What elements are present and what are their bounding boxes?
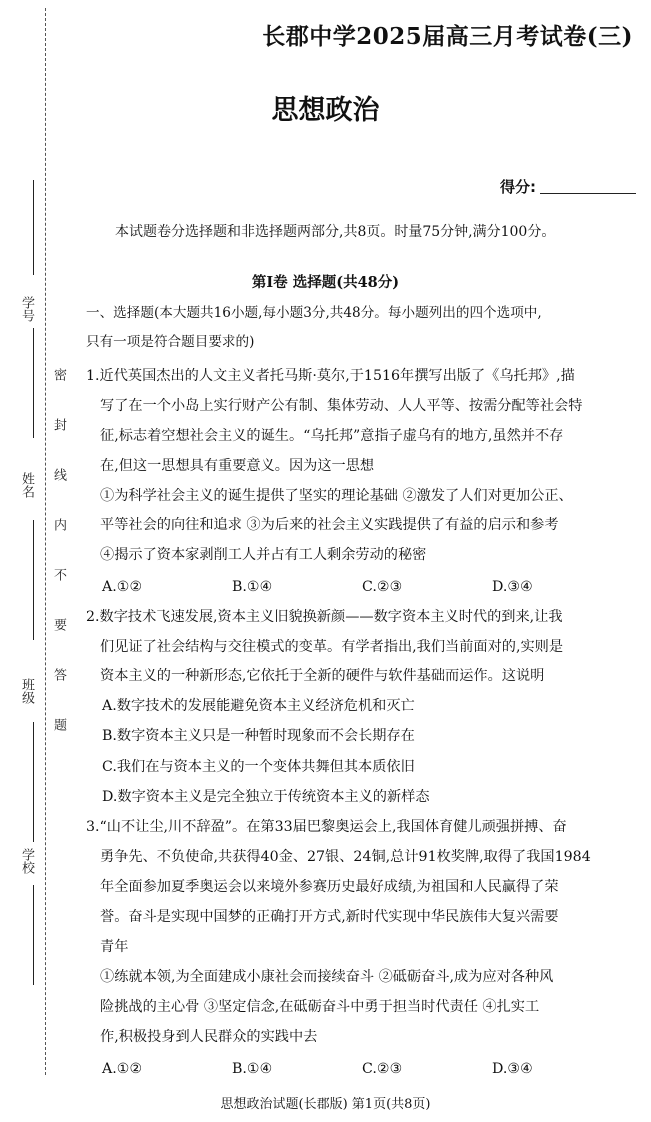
q1-line: 征,标志着空想社会主义的诞生。“乌托邦”意指子虚乌有的地方,虽然并不存 — [100, 428, 564, 444]
q2-option-c: C.我们在与资本主义的一个变体共舞但其本质依旧 — [102, 759, 415, 775]
field-xingming: 姓名 — [19, 472, 34, 498]
field-xuehao: 学号 — [19, 296, 34, 322]
q3-options — [102, 1060, 622, 1078]
q3-line: 作,积极投身到人民群众的实践中去 — [100, 1029, 318, 1045]
q1-options — [102, 578, 622, 596]
q2-option-a: A.数字技术的发展能避免资本主义经济危机和灭亡 — [102, 698, 415, 714]
q3-option-a: A.①② — [102, 1061, 143, 1077]
field-xuexiao: 学校 — [19, 848, 34, 874]
q2-line: 资本主义的一种新形态,它依托于全新的硬件与软件基础而运作。这说明 — [100, 668, 545, 684]
q3-option-c: C.②③ — [362, 1061, 403, 1077]
part1-title: 第Ⅰ卷 选择题(共48分) — [251, 274, 400, 291]
subject-title: 思想政治 — [271, 95, 380, 126]
exam-intro: 本试题卷分选择题和非选择题两部分,共8页。时量75分钟,满分100分。 — [115, 224, 556, 240]
q1-option-d: D.③④ — [492, 579, 533, 595]
q3-line: 年全面参加夏季奥运会以来境外参赛历史最好成绩,为祖国和人民赢得了荣 — [100, 879, 559, 895]
q3-option-b: B.①④ — [232, 1061, 273, 1077]
q1-option-a: A.①② — [102, 579, 143, 595]
q1-line: 1.近代英国杰出的人文主义者托马斯·莫尔,于1516年撰写出版了《乌托邦》,描 — [86, 368, 575, 384]
field-banji: 班级 — [19, 678, 34, 704]
q1-line: ④揭示了资本家剥削工人并占有工人剩余劳动的秘密 — [100, 547, 427, 563]
q1-option-c: C.②③ — [362, 579, 403, 595]
q3-line: 青年 — [100, 939, 129, 955]
q1-option-b: B.①④ — [232, 579, 273, 595]
q1-line: 写了在一个小岛上实行财产公有制、集体劳动、人人平等、按需分配等社会特 — [100, 398, 583, 414]
instruction-line-1: 一、选择题(本大题共16小题,每小题3分,共48分。每小题列出的四个选项中, — [86, 305, 542, 321]
score-blank — [540, 193, 636, 194]
q3-line: 誉。奋斗是实现中国梦的正确打开方式,新时代实现中华民族伟大复兴需要 — [100, 909, 559, 925]
binding-dashed-line — [45, 8, 46, 1075]
instruction-line-2: 只有一项是符合题目要求的) — [86, 334, 255, 350]
q1-line: 平等社会的向往和追求 ③为后来的社会主义实践提供了有益的启示和参考 — [100, 517, 559, 533]
q3-line: 勇争先、不负使命,共获得40金、27银、24铜,总计91枚奖牌,取得了我国1984 — [100, 849, 591, 865]
banji-top-line — [33, 520, 34, 640]
q1-line: 在,但这一思想具有重要意义。因为这一思想 — [100, 458, 375, 474]
xuexiao-top-line — [33, 722, 34, 842]
q3-line: ①练就本领,为全面建成小康社会而接续奋斗 ②砥砺奋斗,成为应对各种风 — [100, 969, 554, 985]
q3-line: 险挑战的主心骨 ③坚定信念,在砥砺奋斗中勇于担当时代责任 ④扎实工 — [100, 999, 540, 1015]
q2-line: 们见证了社会结构与交往模式的变革。有学者指出,我们当前面对的,实则是 — [100, 639, 564, 655]
xuehao-underline — [33, 180, 34, 275]
seal-notice: 密封线内不要答题 — [51, 368, 66, 768]
exam-title: 长郡中学2025届高三月考试卷(三) — [262, 23, 633, 50]
q3-line: 3.“山不让尘,川不辞盈”。在第33届巴黎奥运会上,我国体育健儿顽强拼搏、奋 — [86, 819, 567, 835]
page-footer: 思想政治试题(长郡版) 第1页(共8页) — [220, 1097, 431, 1112]
q3-option-d: D.③④ — [492, 1061, 533, 1077]
q2-line: 2.数字技术飞速发展,资本主义旧貌换新颜——数字资本主义时代的到来,让我 — [86, 609, 563, 625]
q2-option-b: B.数字资本主义只是一种暂时现象而不会长期存在 — [102, 728, 415, 744]
q2-option-d: D.数字资本主义是完全独立于传统资本主义的新样态 — [102, 789, 430, 805]
q1-line: ①为科学社会主义的诞生提供了坚实的理论基础 ②激发了人们对更加公正、 — [100, 488, 573, 504]
xuexiao-bottom-line — [33, 885, 34, 985]
score-label: 得分: — [500, 178, 536, 196]
xingming-top-line — [33, 328, 34, 438]
